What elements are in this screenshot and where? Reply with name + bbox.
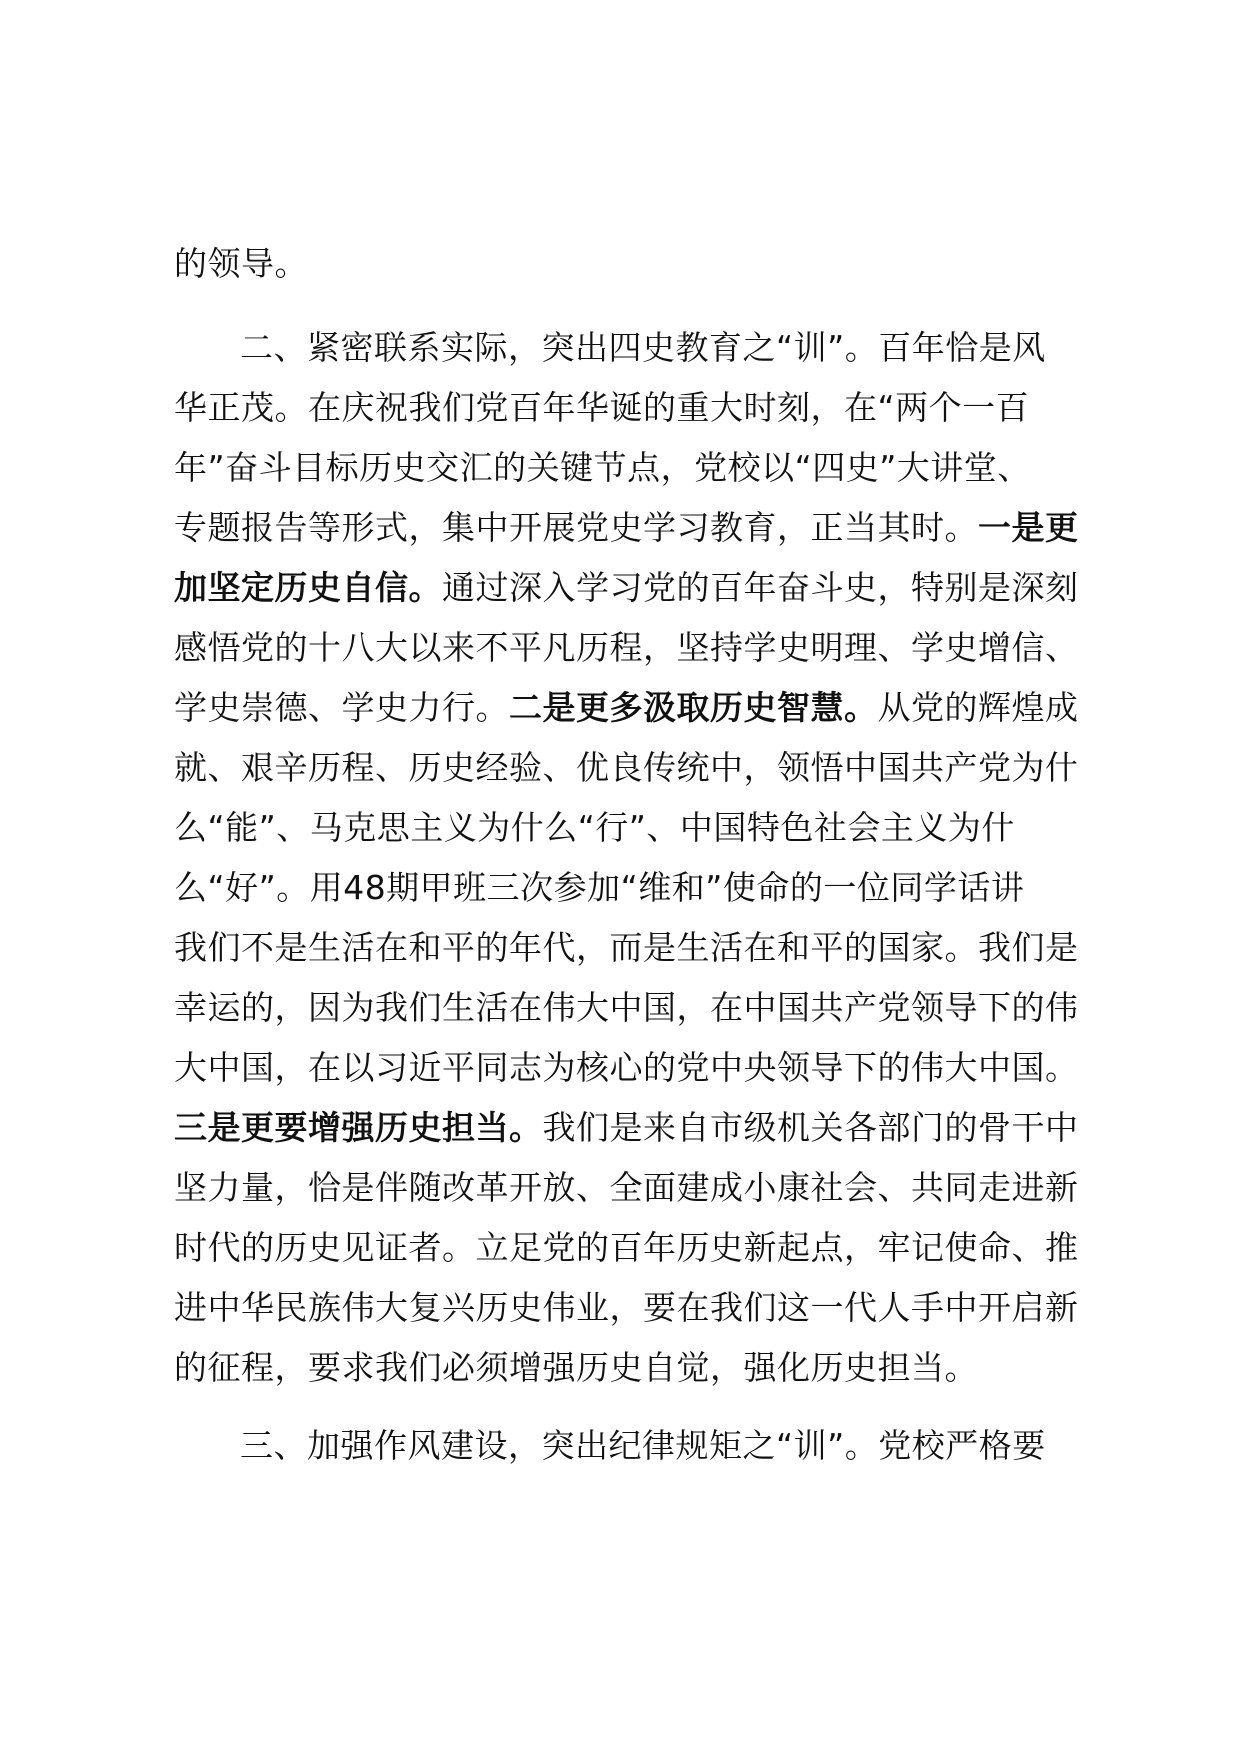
paragraph-section-three [174, 1416, 1094, 1476]
text-line: 么“能”、马克思主义为什么“行”、中国特色社会主义为什 [174, 808, 1015, 847]
text-line: 幸运的，因为我们生活在伟大中国，在中国共产党领导下的伟 [174, 988, 1079, 1027]
text-run: 从党的辉煌成 [877, 688, 1079, 727]
text-line: 三、加强作风建设，突出纪律规矩之“训”。党校严格要 [240, 1426, 1046, 1465]
text-line [174, 1098, 1094, 1158]
text-run: 专题报告等形式，集中开展党史学习教育，正当其时。 [174, 508, 978, 547]
text-line: 我们不是生活在和平的年代，而是生活在和平的国家。我们是 [174, 928, 1079, 967]
paragraph-section-two [174, 318, 1094, 1398]
bold-heading-run: 加坚定历史自信。 [174, 568, 442, 607]
text-line: 进中华民族伟大复兴历史伟业，要在我们这一代人手中开启新 [174, 1288, 1079, 1327]
text-run: 我们是来自市级机关各部门的骨干中 [542, 1108, 1079, 1147]
text-line [174, 558, 1094, 618]
text-line [174, 678, 1094, 738]
text-line: 二、紧密联系实际，突出四史教育之“训”。百年恰是风 [240, 328, 1046, 367]
paragraph-continuation [174, 234, 1094, 294]
text-line: 年”奋斗目标历史交汇的关键节点，党校以“四史”大讲堂、 [174, 448, 1031, 487]
text-line: 么“好”。用48期甲班三次参加“维和”使命的一位同学话讲 [174, 868, 1025, 907]
text-line [174, 498, 1094, 558]
text-line: 的征程，要求我们必须增强历史自觉，强化历史担当。 [174, 1348, 978, 1387]
bold-heading-run: 一是更 [978, 508, 1079, 547]
text-run: 通过深入学习党的百年奋斗史，特别是深刻 [442, 568, 1079, 607]
text-line: 坚力量，恰是伴随改革开放、全面建成小康社会、共同走进新 [174, 1168, 1079, 1207]
text-run: 学史崇德、学史力行。 [174, 688, 509, 727]
text-line: 就、艰辛历程、历史经验、优良传统中，领悟中国共产党为什 [174, 748, 1079, 787]
text-line: 华正茂。在庆祝我们党百年华诞的重大时刻，在“两个一百 [174, 388, 1030, 427]
bold-heading-run: 二是更多汲取历史智慧。 [509, 688, 878, 727]
text-line: 大中国，在以习近平同志为核心的党中央领导下的伟大中国。 [174, 1048, 1079, 1087]
text-line: 感悟党的十八大以来不平凡历程，坚持学史明理、学史增信、 [174, 628, 1079, 667]
text-line: 时代的历史见证者。立足党的百年历史新起点，牢记使命、推 [174, 1228, 1079, 1267]
text-line: 的领导。 [174, 244, 308, 283]
bold-heading-run: 三是更要增强历史担当。 [174, 1108, 543, 1147]
